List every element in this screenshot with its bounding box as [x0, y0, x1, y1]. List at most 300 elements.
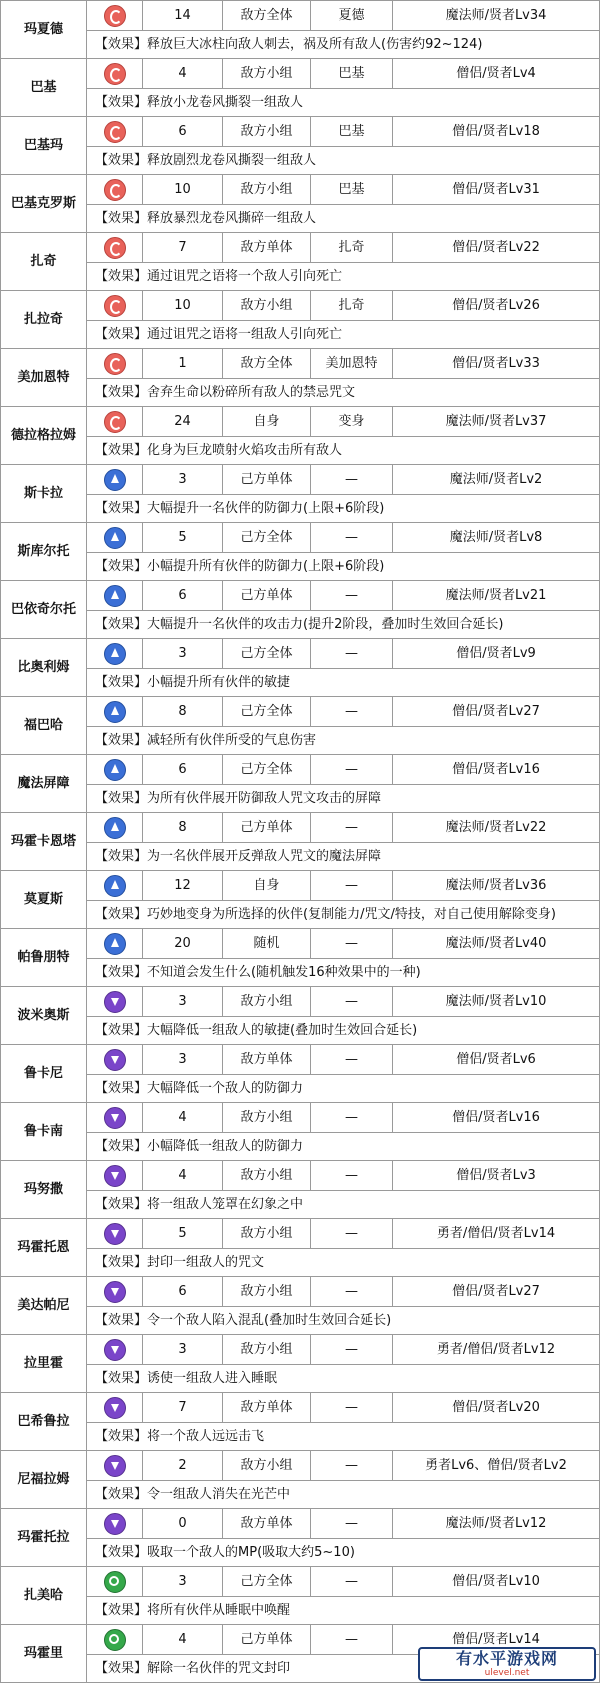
spell-base: 夏德 — [311, 1, 393, 31]
spell-name: 巴基玛 — [1, 117, 87, 175]
spell-type-cell — [87, 1567, 143, 1597]
spell-mp: 6 — [143, 117, 223, 147]
spell-learn: 僧侣/贤者Lv4 — [393, 59, 600, 89]
spell-effect — [87, 1597, 600, 1625]
support-spell-icon — [104, 527, 126, 549]
spell-row — [1, 1103, 600, 1133]
spell-target: 己方单体 — [223, 581, 311, 611]
spell-effect-row — [1, 1017, 600, 1045]
spell-mp: 3 — [143, 987, 223, 1017]
attack-spell-icon — [104, 237, 126, 259]
spell-effect-row — [1, 611, 600, 639]
spell-type-cell — [87, 1045, 143, 1075]
spell-mp: 12 — [143, 871, 223, 901]
spell-base: 巴基 — [311, 117, 393, 147]
spell-name: 玛霍托恩 — [1, 1219, 87, 1277]
spell-type-cell — [87, 175, 143, 205]
spell-name: 斯库尔托 — [1, 523, 87, 581]
effect-prefix: 【效果】 — [95, 617, 148, 632]
spell-mp: 1 — [143, 349, 223, 379]
effect-prefix: 【效果】 — [95, 791, 148, 806]
spell-row — [1, 1335, 600, 1365]
spell-base: — — [311, 465, 393, 495]
spell-base: — — [311, 523, 393, 553]
spell-learn: 勇者Lv6、僧侣/贤者Lv2 — [393, 1451, 600, 1481]
spell-target: 敌方小组 — [223, 1335, 311, 1365]
effect-prefix: 【效果】 — [95, 37, 148, 52]
spell-mp: 3 — [143, 639, 223, 669]
spell-mp: 4 — [143, 1103, 223, 1133]
effect-text: 小幅提升所有伙伴的敏捷 — [147, 675, 291, 690]
spell-effect-row — [1, 669, 600, 697]
spell-effect-row — [1, 901, 600, 929]
spell-effect-row — [1, 785, 600, 813]
heal-spell-icon — [104, 1571, 126, 1593]
spell-base: — — [311, 755, 393, 785]
spell-name: 巴基克罗斯 — [1, 175, 87, 233]
spell-row — [1, 697, 600, 727]
attack-spell-icon — [104, 295, 126, 317]
spell-mp: 7 — [143, 233, 223, 263]
spell-base: 扎奇 — [311, 291, 393, 321]
spell-base: 美加恩特 — [311, 349, 393, 379]
spell-effect — [87, 1307, 600, 1335]
spell-effect-row — [1, 843, 600, 871]
attack-spell-icon — [104, 121, 126, 143]
spell-name: 玛霍托拉 — [1, 1509, 87, 1567]
effect-prefix: 【效果】 — [95, 95, 148, 110]
effect-text: 封印一组敌人的咒文 — [147, 1255, 265, 1270]
effect-text: 释放暴烈龙卷风撕碎一组敌人 — [147, 211, 317, 226]
spell-learn: 僧侣/贤者Lv26 — [393, 291, 600, 321]
effect-text: 通过诅咒之语将一个敌人引向死亡 — [147, 269, 343, 284]
spell-base: — — [311, 1335, 393, 1365]
spell-base: — — [311, 1161, 393, 1191]
effect-prefix: 【效果】 — [95, 501, 148, 516]
spell-base: — — [311, 1567, 393, 1597]
spell-learn: 魔法师/贤者Lv34 — [393, 1, 600, 31]
effect-prefix: 【效果】 — [95, 443, 148, 458]
spell-mp: 3 — [143, 1045, 223, 1075]
spell-base: — — [311, 987, 393, 1017]
effect-prefix: 【效果】 — [95, 1429, 148, 1444]
spell-target: 自身 — [223, 407, 311, 437]
effect-text: 小幅提升所有伙伴的防御力(上限+6阶段) — [147, 559, 385, 574]
spell-row — [1, 581, 600, 611]
spell-effect — [87, 31, 600, 59]
spell-effect-row — [1, 31, 600, 59]
spell-effect-row — [1, 553, 600, 581]
spell-target: 敌方小组 — [223, 1103, 311, 1133]
effect-text: 为所有伙伴展开防御敌人咒文攻击的屏障 — [147, 791, 382, 806]
effect-prefix: 【效果】 — [95, 733, 148, 748]
spell-target: 敌方小组 — [223, 1451, 311, 1481]
spell-type-cell — [87, 1335, 143, 1365]
spell-base: — — [311, 1451, 393, 1481]
spell-name: 巴依奇尔托 — [1, 581, 87, 639]
effect-prefix: 【效果】 — [95, 1139, 148, 1154]
spell-effect — [87, 147, 600, 175]
spell-type-cell — [87, 1103, 143, 1133]
watermark-url: ulevel.net — [484, 1667, 530, 1678]
spell-row — [1, 1567, 600, 1597]
spell-effect — [87, 89, 600, 117]
effect-prefix: 【效果】 — [95, 269, 148, 284]
effect-text: 巧妙地变身为所选择的伙伴(复制能力/咒文/特技，对自己使用解除变身) — [147, 907, 556, 922]
spell-learn: 僧侣/贤者Lv27 — [393, 697, 600, 727]
spell-effect — [87, 727, 600, 755]
spell-effect — [87, 1423, 600, 1451]
spell-base: — — [311, 871, 393, 901]
spell-learn: 僧侣/贤者Lv27 — [393, 1277, 600, 1307]
spell-learn: 僧侣/贤者Lv18 — [393, 117, 600, 147]
spell-target: 敌方小组 — [223, 117, 311, 147]
spell-name: 比奥利姆 — [1, 639, 87, 697]
spell-type-cell — [87, 929, 143, 959]
spell-mp: 5 — [143, 1219, 223, 1249]
effect-text: 将一个敌人远远击飞 — [147, 1429, 265, 1444]
spell-effect-row — [1, 959, 600, 987]
effect-text: 不知道会发生什么(随机触发16种效果中的一种) — [147, 965, 421, 980]
spell-learn: 魔法师/贤者Lv10 — [393, 987, 600, 1017]
spell-target: 自身 — [223, 871, 311, 901]
spell-learn: 魔法师/贤者Lv22 — [393, 813, 600, 843]
spell-effect — [87, 669, 600, 697]
effect-prefix: 【效果】 — [95, 849, 148, 864]
spell-effect-row — [1, 1597, 600, 1625]
spell-effect — [87, 553, 600, 581]
spell-name: 福巴哈 — [1, 697, 87, 755]
spell-type-cell — [87, 117, 143, 147]
spell-effect — [87, 785, 600, 813]
spell-effect — [87, 1365, 600, 1393]
spell-learn: 僧侣/贤者Lv22 — [393, 233, 600, 263]
spell-mp: 4 — [143, 59, 223, 89]
effect-text: 化身为巨龙喷射火焰攻击所有敌人 — [147, 443, 343, 458]
effect-text: 解除一名伙伴的咒文封印 — [147, 1661, 291, 1676]
spell-target: 随机 — [223, 929, 311, 959]
effect-prefix: 【效果】 — [95, 385, 148, 400]
spell-name: 拉里霍 — [1, 1335, 87, 1393]
effect-text: 减轻所有伙伴所受的气息伤害 — [147, 733, 317, 748]
spell-learn: 僧侣/贤者Lv16 — [393, 1103, 600, 1133]
spell-base: — — [311, 1625, 393, 1655]
effect-prefix: 【效果】 — [95, 1661, 148, 1676]
spell-target: 己方全体 — [223, 755, 311, 785]
spell-target: 敌方全体 — [223, 349, 311, 379]
spell-effect — [87, 1539, 600, 1567]
spell-learn: 魔法师/贤者Lv2 — [393, 465, 600, 495]
spell-name: 玛霍里 — [1, 1625, 87, 1683]
spell-table-body — [1, 1, 600, 1683]
spell-base: 巴基 — [311, 59, 393, 89]
debuff-spell-icon — [104, 1165, 126, 1187]
effect-text: 令一个敌人陷入混乱(叠加时生效回合延长) — [147, 1313, 392, 1328]
spell-learn: 魔法师/贤者Lv21 — [393, 581, 600, 611]
effect-text: 通过诅咒之语将一组敌人引向死亡 — [147, 327, 343, 342]
effect-text: 释放巨大冰柱向敌人刺去，祸及所有敌人(伤害约92~124) — [147, 37, 483, 52]
spell-name: 莫夏斯 — [1, 871, 87, 929]
spell-type-cell — [87, 871, 143, 901]
spell-effect — [87, 437, 600, 465]
spell-row — [1, 1277, 600, 1307]
spell-mp: 6 — [143, 755, 223, 785]
debuff-spell-icon — [104, 1339, 126, 1361]
spell-base: — — [311, 697, 393, 727]
debuff-spell-icon — [104, 1455, 126, 1477]
spell-base: — — [311, 929, 393, 959]
spell-type-cell — [87, 1509, 143, 1539]
spell-learn: 僧侣/贤者Lv9 — [393, 639, 600, 669]
spell-effect — [87, 1191, 600, 1219]
spell-base: — — [311, 813, 393, 843]
spell-effect-row — [1, 1481, 600, 1509]
spell-row — [1, 1219, 600, 1249]
spell-name: 玛夏德 — [1, 1, 87, 59]
effect-prefix: 【效果】 — [95, 907, 148, 922]
spell-target: 己方全体 — [223, 697, 311, 727]
spell-base: — — [311, 1509, 393, 1539]
spell-base: — — [311, 1103, 393, 1133]
spell-name: 尼福拉姆 — [1, 1451, 87, 1509]
spell-mp: 6 — [143, 1277, 223, 1307]
debuff-spell-icon — [104, 1223, 126, 1245]
spell-effect-row — [1, 1365, 600, 1393]
spell-learn: 僧侣/贤者Lv14 — [393, 1625, 600, 1655]
spell-effect — [87, 843, 600, 871]
spell-type-cell — [87, 639, 143, 669]
spell-target: 敌方小组 — [223, 175, 311, 205]
spell-base: — — [311, 1219, 393, 1249]
spell-mp: 3 — [143, 1335, 223, 1365]
spell-target: 己方全体 — [223, 1567, 311, 1597]
spell-base: — — [311, 639, 393, 669]
effect-prefix: 【效果】 — [95, 1371, 148, 1386]
spell-row — [1, 755, 600, 785]
spell-learn: 僧侣/贤者Lv3 — [393, 1161, 600, 1191]
spell-type-cell — [87, 465, 143, 495]
attack-spell-icon — [104, 353, 126, 375]
spell-effect-row — [1, 147, 600, 175]
effect-text: 大幅降低一组敌人的敏捷(叠加时生效回合延长) — [147, 1023, 418, 1038]
spell-row — [1, 465, 600, 495]
effect-text: 大幅提升一名伙伴的攻击力(提升2阶段，叠加时生效回合延长) — [147, 617, 504, 632]
effect-prefix: 【效果】 — [95, 1313, 148, 1328]
spell-base: — — [311, 581, 393, 611]
spell-name: 鲁卡尼 — [1, 1045, 87, 1103]
spell-row — [1, 233, 600, 263]
support-spell-icon — [104, 933, 126, 955]
spell-mp: 14 — [143, 1, 223, 31]
spell-mp: 24 — [143, 407, 223, 437]
spell-effect — [87, 1481, 600, 1509]
effect-text: 小幅降低一组敌人的防御力 — [147, 1139, 304, 1154]
spell-name: 玛霍卡恩塔 — [1, 813, 87, 871]
spell-name: 扎美哈 — [1, 1567, 87, 1625]
spell-target: 己方单体 — [223, 465, 311, 495]
effect-prefix: 【效果】 — [95, 1603, 148, 1618]
spell-type-cell — [87, 1625, 143, 1655]
spell-effect-row — [1, 1191, 600, 1219]
spell-effect-row — [1, 321, 600, 349]
spell-target: 敌方小组 — [223, 59, 311, 89]
spell-name: 帕鲁朋特 — [1, 929, 87, 987]
spell-effect — [87, 495, 600, 523]
spell-row — [1, 987, 600, 1017]
spell-name: 斯卡拉 — [1, 465, 87, 523]
spell-learn: 僧侣/贤者Lv6 — [393, 1045, 600, 1075]
spell-target: 敌方小组 — [223, 1161, 311, 1191]
spell-mp: 5 — [143, 523, 223, 553]
spell-target: 敌方小组 — [223, 1219, 311, 1249]
spell-row — [1, 175, 600, 205]
spell-effect-row — [1, 89, 600, 117]
spell-type-cell — [87, 755, 143, 785]
spell-target: 敌方单体 — [223, 233, 311, 263]
spell-effect-row — [1, 437, 600, 465]
spell-learn: 僧侣/贤者Lv16 — [393, 755, 600, 785]
spell-type-cell — [87, 1, 143, 31]
spell-name: 美达帕尼 — [1, 1277, 87, 1335]
spell-type-cell — [87, 59, 143, 89]
effect-text: 舍弃生命以粉碎所有敌人的禁忌咒文 — [147, 385, 356, 400]
support-spell-icon — [104, 701, 126, 723]
spell-name: 德拉格拉姆 — [1, 407, 87, 465]
spell-learn: 勇者/僧侣/贤者Lv14 — [393, 1219, 600, 1249]
effect-text: 释放小龙卷风撕裂一组敌人 — [147, 95, 304, 110]
spell-name: 巴希鲁拉 — [1, 1393, 87, 1451]
spell-name: 扎奇 — [1, 233, 87, 291]
effect-prefix: 【效果】 — [95, 1081, 148, 1096]
spell-target: 敌方小组 — [223, 1277, 311, 1307]
spell-target: 己方单体 — [223, 813, 311, 843]
spell-learn: 魔法师/贤者Lv37 — [393, 407, 600, 437]
spell-target: 敌方小组 — [223, 291, 311, 321]
spell-effect-row — [1, 1133, 600, 1161]
spell-row — [1, 349, 600, 379]
spell-effect-row — [1, 1307, 600, 1335]
spell-effect — [87, 379, 600, 407]
spell-effect — [87, 263, 600, 291]
effect-text: 为一名伙伴展开反弹敌人咒文的魔法屏障 — [147, 849, 382, 864]
effect-prefix: 【效果】 — [95, 1023, 148, 1038]
spell-effect — [87, 1249, 600, 1277]
support-spell-icon — [104, 643, 126, 665]
spell-type-cell — [87, 233, 143, 263]
support-spell-icon — [104, 817, 126, 839]
spell-name: 玛努撒 — [1, 1161, 87, 1219]
spell-effect-row — [1, 263, 600, 291]
spell-effect — [87, 1133, 600, 1161]
attack-spell-icon — [104, 179, 126, 201]
spell-target: 敌方单体 — [223, 1045, 311, 1075]
attack-spell-icon — [104, 5, 126, 27]
effect-text: 将一组敌人笼罩在幻象之中 — [147, 1197, 304, 1212]
spell-row — [1, 929, 600, 959]
spell-base: 扎奇 — [311, 233, 393, 263]
effect-prefix: 【效果】 — [95, 1487, 148, 1502]
spell-effect-row — [1, 1423, 600, 1451]
spell-learn: 魔法师/贤者Lv36 — [393, 871, 600, 901]
effect-prefix: 【效果】 — [95, 1255, 148, 1270]
spell-base: 巴基 — [311, 175, 393, 205]
spell-effect — [87, 205, 600, 233]
spell-row — [1, 407, 600, 437]
spell-learn: 僧侣/贤者Lv31 — [393, 175, 600, 205]
spell-target: 己方全体 — [223, 639, 311, 669]
spell-effect — [87, 959, 600, 987]
spell-effect-row — [1, 379, 600, 407]
debuff-spell-icon — [104, 1281, 126, 1303]
spell-type-cell — [87, 813, 143, 843]
spell-name: 鲁卡南 — [1, 1103, 87, 1161]
spell-effect-row — [1, 1539, 600, 1567]
effect-prefix: 【效果】 — [95, 675, 148, 690]
spell-learn: 勇者/僧侣/贤者Lv12 — [393, 1335, 600, 1365]
attack-spell-icon — [104, 63, 126, 85]
spell-type-cell — [87, 407, 143, 437]
effect-text: 令一组敌人消失在光芒中 — [147, 1487, 291, 1502]
spell-type-cell — [87, 291, 143, 321]
watermark-title: 有水平游戏网 — [455, 1648, 558, 1668]
spell-type-cell — [87, 1451, 143, 1481]
support-spell-icon — [104, 469, 126, 491]
spell-learn: 僧侣/贤者Lv10 — [393, 1567, 600, 1597]
effect-prefix: 【效果】 — [95, 965, 148, 980]
spell-mp: 8 — [143, 697, 223, 727]
spell-effect — [87, 1075, 600, 1103]
site-watermark — [418, 1647, 596, 1681]
spell-mp: 3 — [143, 1567, 223, 1597]
spell-mp: 10 — [143, 291, 223, 321]
spell-target: 敌方单体 — [223, 1509, 311, 1539]
spell-row — [1, 1509, 600, 1539]
spell-row — [1, 117, 600, 147]
spell-base: — — [311, 1277, 393, 1307]
spell-base: 变身 — [311, 407, 393, 437]
spell-type-cell — [87, 581, 143, 611]
spell-name: 魔法屏障 — [1, 755, 87, 813]
spell-name: 巴基 — [1, 59, 87, 117]
spell-mp: 2 — [143, 1451, 223, 1481]
effect-text: 诱使一组敌人进入睡眠 — [147, 1371, 278, 1386]
debuff-spell-icon — [104, 1397, 126, 1419]
spell-learn: 僧侣/贤者Lv20 — [393, 1393, 600, 1423]
spell-effect — [87, 611, 600, 639]
spell-mp: 0 — [143, 1509, 223, 1539]
spell-row — [1, 639, 600, 669]
spell-row — [1, 1451, 600, 1481]
effect-text: 将所有伙伴从睡眠中唤醒 — [147, 1603, 291, 1618]
spell-row — [1, 291, 600, 321]
spell-effect-row — [1, 1075, 600, 1103]
spell-row — [1, 1393, 600, 1423]
spell-target: 敌方单体 — [223, 1393, 311, 1423]
spell-effect — [87, 901, 600, 929]
spell-learn: 魔法师/贤者Lv8 — [393, 523, 600, 553]
effect-prefix: 【效果】 — [95, 1197, 148, 1212]
spell-learn: 僧侣/贤者Lv33 — [393, 349, 600, 379]
effect-prefix: 【效果】 — [95, 1545, 148, 1560]
spell-type-cell — [87, 697, 143, 727]
spell-type-cell — [87, 523, 143, 553]
spell-mp: 10 — [143, 175, 223, 205]
spell-mp: 8 — [143, 813, 223, 843]
spell-mp: 3 — [143, 465, 223, 495]
spell-effect — [87, 321, 600, 349]
spell-effect-row — [1, 727, 600, 755]
debuff-spell-icon — [104, 1049, 126, 1071]
